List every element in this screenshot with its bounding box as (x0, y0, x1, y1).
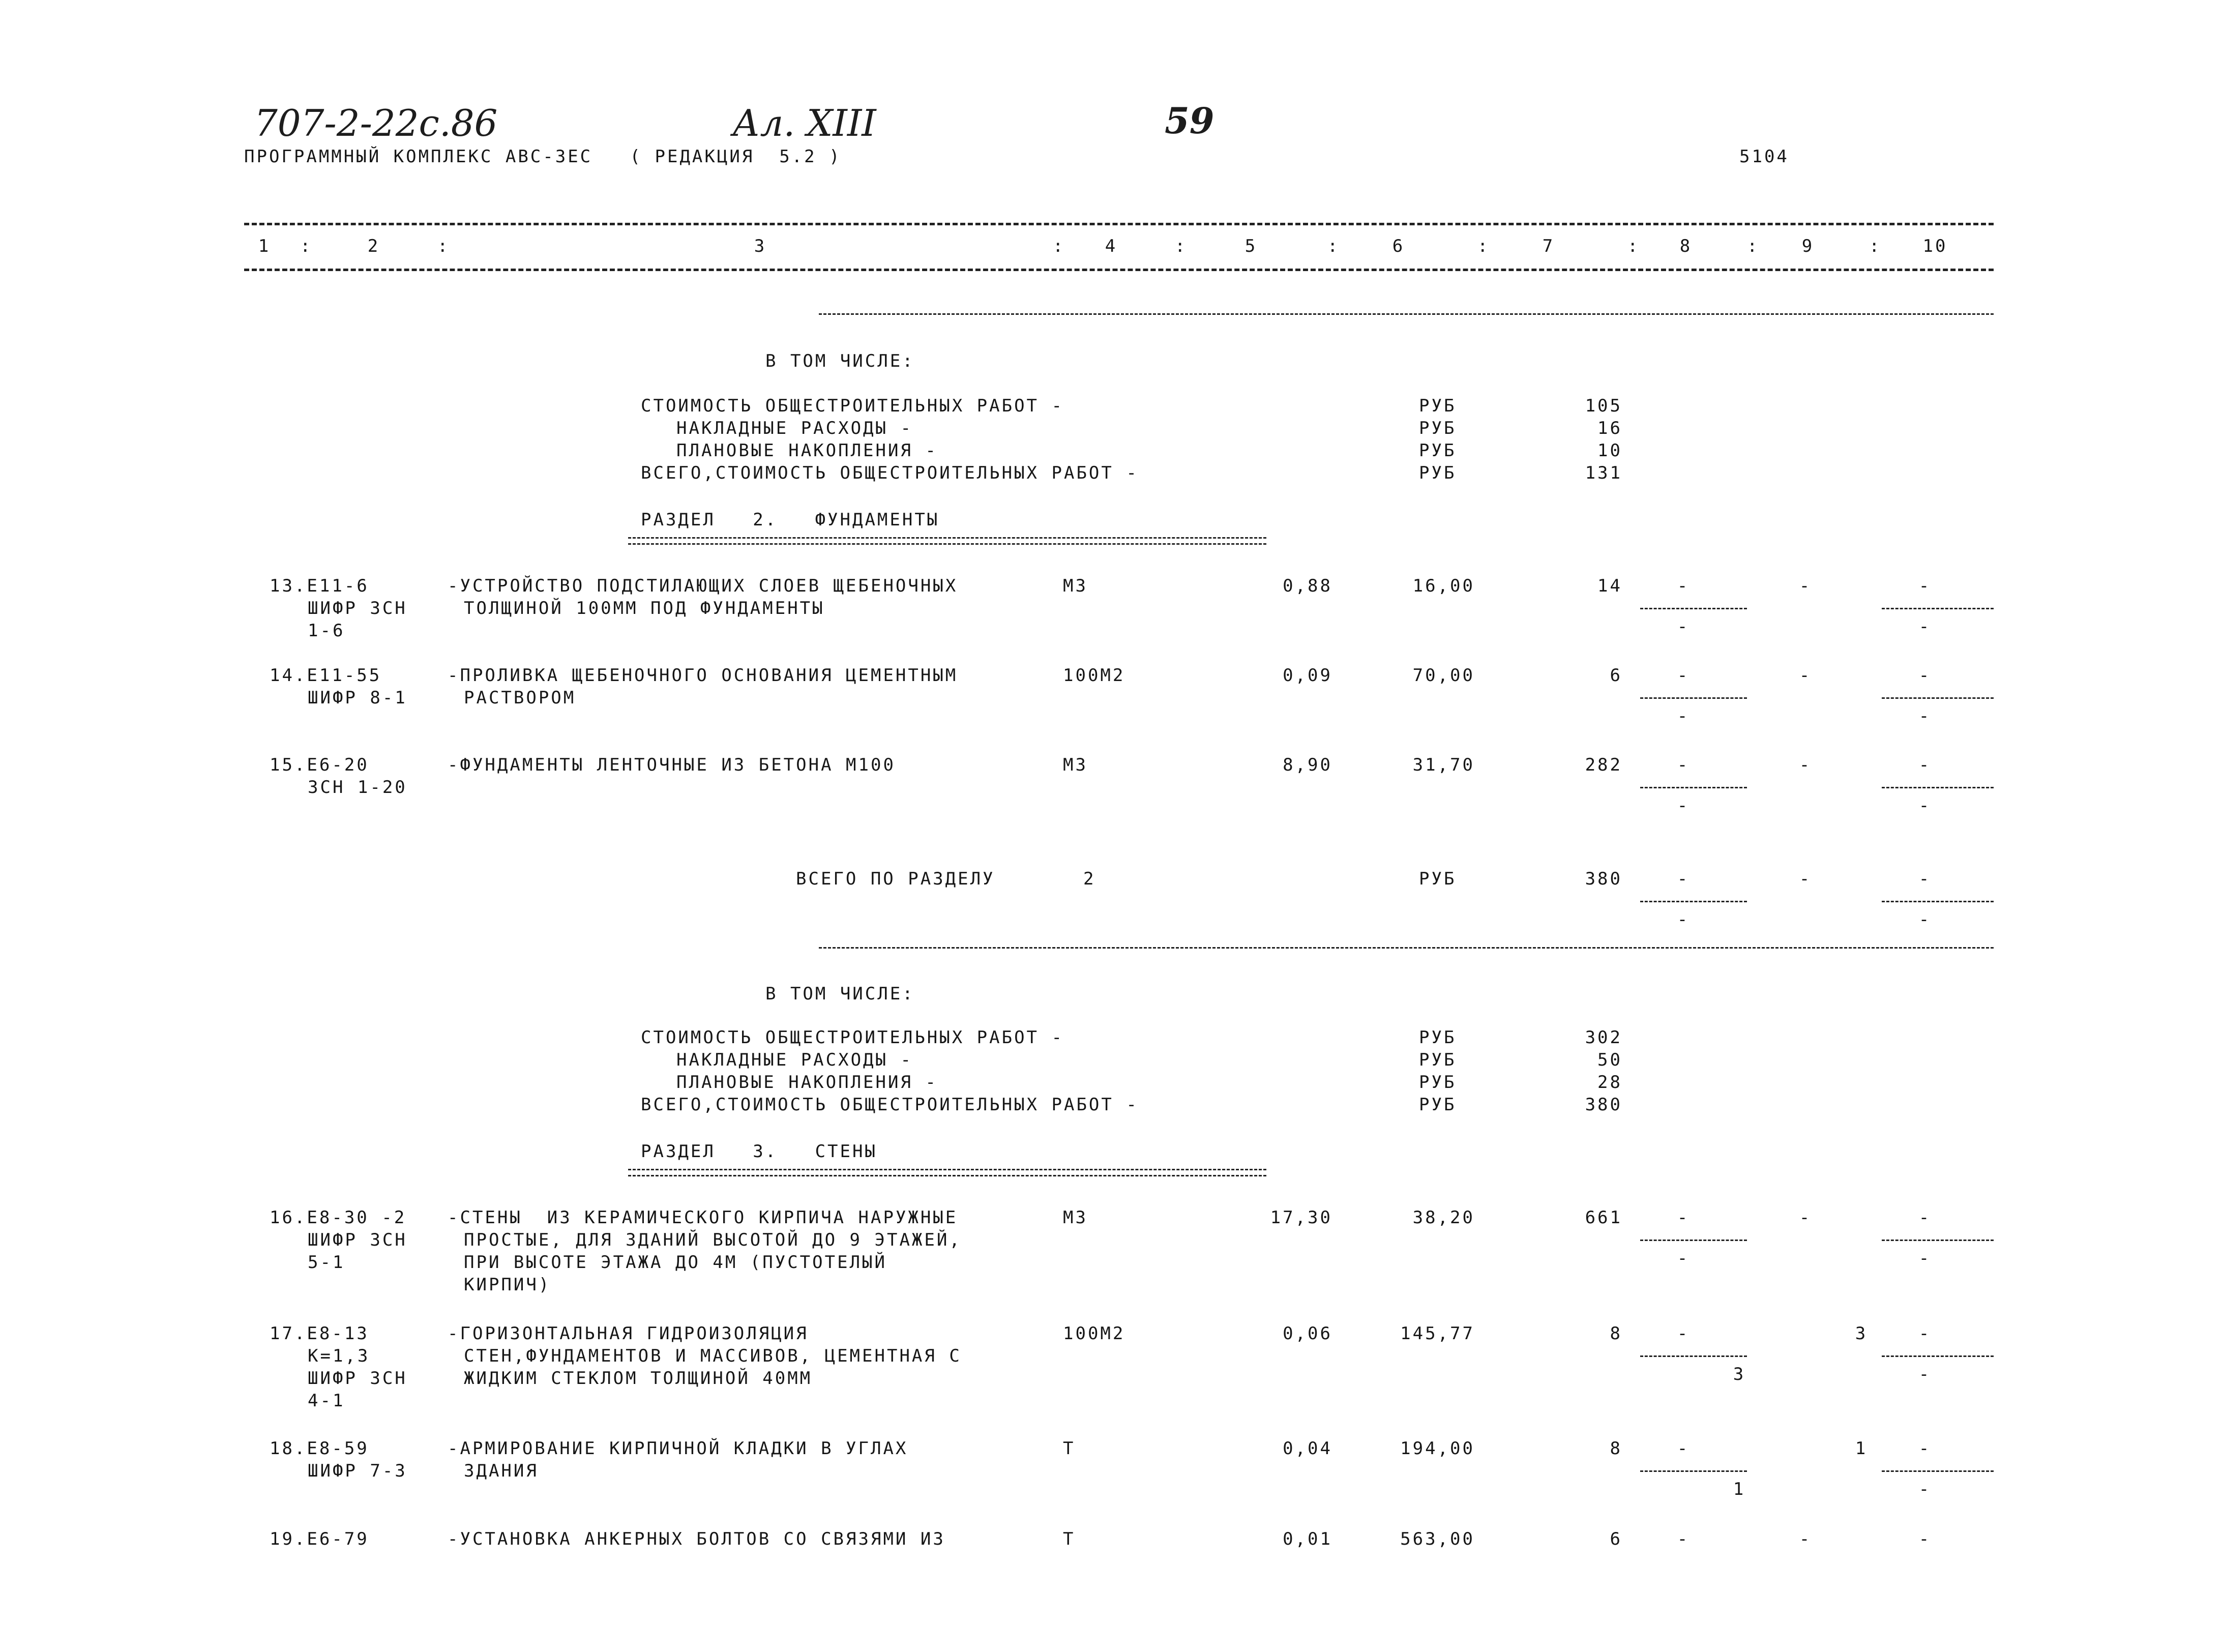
row-price: 145,77 (1400, 1323, 1475, 1344)
col-header-3: 3 (754, 236, 767, 256)
sub-rule (1882, 1240, 1994, 1241)
row-col10: - (1918, 576, 1932, 596)
summary-value: 302 (1585, 1027, 1622, 1048)
project-code: 707-2-22с.86 (254, 102, 498, 144)
col-sep: : (1747, 236, 1760, 256)
sub-rule (1882, 608, 1994, 609)
summary-line: НАКЛАДНЫЕ РАСХОДЫ - (676, 1050, 913, 1070)
row-col8: - (1677, 1438, 1690, 1459)
row-code: 1-6 (308, 621, 345, 641)
header-rule-bottom (244, 269, 1994, 271)
col-sep: : (1053, 236, 1065, 256)
row-unit: М3 (1063, 755, 1088, 775)
row-price: 31,70 (1412, 755, 1475, 775)
row-col8: - (1677, 1323, 1690, 1344)
row-code: 4-1 (308, 1391, 345, 1411)
summary-unit: РУБ (1419, 440, 1457, 461)
row-col8-sub: - (1677, 706, 1690, 726)
col-header-10: 10 (1922, 236, 1948, 256)
row-unit: М3 (1063, 576, 1088, 596)
row-col10-sub: - (1918, 1364, 1932, 1384)
section-total-unit: РУБ (1419, 869, 1457, 889)
row-col9: - (1799, 665, 1812, 686)
sub-rule (1882, 697, 1994, 699)
col-sep: : (300, 236, 313, 256)
row-qty: 0,04 (1283, 1438, 1332, 1459)
row-col10: - (1918, 1207, 1932, 1228)
row-unit: Т (1063, 1438, 1076, 1459)
row-unit: 100М2 (1063, 665, 1125, 686)
row-code: ШИФР ЗСН (308, 598, 407, 618)
section-underline (628, 1175, 1266, 1176)
row-code: 15.Е6-20 (270, 755, 369, 775)
row-description: ТОЛЩИНОЙ 100ММ ПОД ФУНДАМЕНТЫ (464, 598, 825, 618)
sub-rule (1640, 1470, 1747, 1472)
row-col8-sub: - (1677, 616, 1690, 637)
row-price: 38,20 (1412, 1207, 1475, 1228)
row-col8: - (1677, 576, 1690, 596)
sub-rule (1882, 901, 1994, 902)
row-col8-sub: 3 (1733, 1364, 1746, 1384)
col-sep: : (1869, 236, 1882, 256)
row-qty: 0,06 (1283, 1323, 1332, 1344)
summary-unit: РУБ (1419, 1050, 1457, 1070)
row-description: СТЕН,ФУНДАМЕНТОВ И МАССИВОВ, ЦЕМЕНТНАЯ С (464, 1346, 962, 1366)
row-price: 16,00 (1412, 576, 1475, 596)
row-description: РАСТВОРОМ (464, 688, 576, 708)
row-total: 6 (1610, 665, 1622, 686)
summary-unit: РУБ (1419, 1027, 1457, 1048)
sheet-label: Ал. XIII (732, 102, 876, 144)
row-col8-sub: - (1677, 909, 1690, 930)
summary-value: 380 (1585, 1095, 1622, 1115)
col-header-6: 6 (1392, 236, 1405, 256)
row-col8: - (1677, 665, 1690, 686)
row-code: ШИФР 8-1 (308, 688, 407, 708)
row-description: -АРМИРОВАНИЕ КИРПИЧНОЙ КЛАДКИ В УГЛАХ (448, 1438, 908, 1459)
row-unit: М3 (1063, 1207, 1088, 1228)
row-col8: - (1677, 1529, 1690, 1549)
section-underline (628, 543, 1266, 545)
row-code: 16.Е8-30 -2 (270, 1207, 407, 1228)
row-description: ЗДАНИЯ (464, 1461, 539, 1481)
summary-line: НАКЛАДНЫЕ РАСХОДЫ - (676, 418, 913, 438)
section-total-number: 2 (1083, 869, 1096, 889)
row-description: -ГОРИЗОНТАЛЬНАЯ ГИДРОИЗОЛЯЦИЯ (448, 1323, 809, 1344)
row-total: 6 (1610, 1529, 1622, 1549)
row-total: 8 (1610, 1438, 1622, 1459)
header-rule-top (244, 223, 1994, 225)
col-sep: : (1175, 236, 1188, 256)
col-header-2: 2 (367, 236, 380, 256)
summary-heading: В ТОМ ЧИСЛЕ: (765, 984, 915, 1004)
row-description: ПРОСТЫЕ, ДЛЯ ЗДАНИЙ ВЫСОТОЙ ДО 9 ЭТАЖЕЙ, (464, 1230, 962, 1250)
row-col8-sub: - (1677, 795, 1690, 816)
row-col8: - (1677, 1207, 1690, 1228)
summary-unit: РУБ (1419, 463, 1457, 483)
sub-rule (1882, 1470, 1994, 1472)
row-col10-sub: - (1918, 616, 1932, 637)
row-price: 70,00 (1412, 665, 1475, 686)
row-col10: - (1918, 869, 1932, 889)
page-number: 59 (1165, 100, 1214, 142)
row-col9: - (1799, 576, 1812, 596)
summary-value: 131 (1585, 463, 1622, 483)
summary-value: 28 (1597, 1072, 1622, 1093)
row-col10-sub: - (1918, 1479, 1932, 1499)
col-header-1: 1 (258, 236, 271, 256)
summary-unit: РУБ (1419, 396, 1457, 416)
col-header-7: 7 (1542, 236, 1555, 256)
section-underline (628, 1169, 1266, 1170)
row-col9: - (1799, 1529, 1812, 1549)
row-col9: - (1799, 755, 1812, 775)
row-col10: - (1918, 665, 1932, 686)
summary-line: СТОИМОСТЬ ОБЩЕСТРОИТЕЛЬНЫХ РАБОТ - (641, 396, 1064, 416)
section-total-label: ВСЕГО ПО РАЗДЕЛУ (796, 869, 995, 889)
col-sep: : (437, 236, 450, 256)
col-header-5: 5 (1244, 236, 1258, 256)
doc-number: 5104 (1739, 146, 1789, 167)
summary-line: ПЛАНОВЫЕ НАКОПЛЕНИЯ - (676, 1072, 938, 1093)
summary-value: 16 (1597, 418, 1622, 438)
summary-unit: РУБ (1419, 418, 1457, 438)
row-qty: 8,90 (1283, 755, 1332, 775)
row-col8: - (1677, 869, 1690, 889)
section-total-value: 380 (1585, 869, 1622, 889)
row-col8-sub: - (1677, 1248, 1690, 1268)
row-total: 661 (1585, 1207, 1622, 1228)
row-description: КИРПИЧ) (464, 1275, 551, 1295)
col-sep: : (1627, 236, 1640, 256)
col-header-8: 8 (1679, 236, 1693, 256)
row-col9: - (1799, 1207, 1812, 1228)
row-col9: 3 (1855, 1323, 1868, 1344)
row-description: ПРИ ВЫСОТЕ ЭТАЖА ДО 4М (ПУСТОТЕЛЫЙ (464, 1252, 887, 1273)
row-code: К=1,3 (308, 1346, 370, 1366)
sub-rule (1640, 1355, 1747, 1357)
section-heading: РАЗДЕЛ 3. СТЕНЫ (641, 1141, 877, 1162)
sub-rule (1640, 787, 1747, 788)
row-col10-sub: - (1918, 1248, 1932, 1268)
summary-line: ВСЕГО,СТОИМОСТЬ ОБЩЕСТРОИТЕЛЬНЫХ РАБОТ - (641, 1095, 1139, 1115)
row-col8: - (1677, 755, 1690, 775)
summary-line: ВСЕГО,СТОИМОСТЬ ОБЩЕСТРОИТЕЛЬНЫХ РАБОТ - (641, 463, 1139, 483)
sub-rule (1882, 787, 1994, 788)
row-col10-sub: - (1918, 795, 1932, 816)
row-code: 19.Е6-79 (270, 1529, 369, 1549)
row-qty: 0,01 (1283, 1529, 1332, 1549)
row-code: 18.Е8-59 (270, 1438, 369, 1459)
summary-line: СТОИМОСТЬ ОБЩЕСТРОИТЕЛЬНЫХ РАБОТ - (641, 1027, 1064, 1048)
row-col9: 1 (1855, 1438, 1868, 1459)
col-sep: : (1327, 236, 1340, 256)
sub-rule (1640, 1240, 1747, 1241)
summary-unit: РУБ (1419, 1072, 1457, 1093)
section-heading: РАЗДЕЛ 2. ФУНДАМЕНТЫ (641, 510, 940, 530)
row-qty: 0,09 (1283, 665, 1332, 686)
row-description: -ФУНДАМЕНТЫ ЛЕНТОЧНЫЕ ИЗ БЕТОНА М100 (448, 755, 896, 775)
row-code: ШИФР 7-3 (308, 1461, 407, 1481)
summary-value: 50 (1597, 1050, 1622, 1070)
row-code: ШИФР ЗСН (308, 1230, 407, 1250)
col-header-4: 4 (1105, 236, 1118, 256)
row-code: 13.Е11-6 (270, 576, 369, 596)
row-price: 194,00 (1400, 1438, 1475, 1459)
row-description: -СТЕНЫ ИЗ КЕРАМИЧЕСКОГО КИРПИЧА НАРУЖНЫЕ (448, 1207, 958, 1228)
summary-rule (819, 313, 1994, 315)
sub-rule (1882, 1355, 1994, 1357)
row-total: 14 (1597, 576, 1622, 596)
summary-unit: РУБ (1419, 1095, 1457, 1115)
row-description: -УСТАНОВКА АНКЕРНЫХ БОЛТОВ СО СВЯЗЯМИ ИЗ (448, 1529, 945, 1549)
col-sep: : (1477, 236, 1490, 256)
row-col10-sub: - (1918, 909, 1932, 930)
sub-rule (1640, 901, 1747, 902)
sub-rule (1640, 697, 1747, 699)
row-code: ШИФР ЗСН (308, 1368, 407, 1389)
row-code: ЗСН 1-20 (308, 777, 407, 798)
summary-rule (819, 947, 1994, 949)
row-col10: - (1918, 1323, 1932, 1344)
row-qty: 17,30 (1270, 1207, 1332, 1228)
row-col10: - (1918, 755, 1932, 775)
row-col10: - (1918, 1529, 1932, 1549)
row-unit: 100М2 (1063, 1323, 1125, 1344)
row-description: ЖИДКИМ СТЕКЛОМ ТОЛЩИНОЙ 40ММ (464, 1368, 813, 1389)
row-total: 282 (1585, 755, 1622, 775)
row-price: 563,00 (1400, 1529, 1475, 1549)
row-description: -УСТРОЙСТВО ПОДСТИЛАЮЩИХ СЛОЕВ ЩЕБЕНОЧНЫХ (448, 576, 958, 596)
program-title: ПРОГРАММНЫЙ КОМПЛЕКС АВС-3ЕС ( РЕДАКЦИЯ 5.2 ) (244, 146, 842, 167)
row-qty: 0,88 (1283, 576, 1332, 596)
sub-rule (1640, 608, 1747, 609)
row-total: 8 (1610, 1323, 1622, 1344)
row-col10-sub: - (1918, 706, 1932, 726)
row-col8-sub: 1 (1733, 1479, 1746, 1499)
row-description: -ПРОЛИВКА ЩЕБЕНОЧНОГО ОСНОВАНИЯ ЦЕМЕНТНЫМ (448, 665, 958, 686)
summary-value: 10 (1597, 440, 1622, 461)
section-underline (628, 537, 1266, 539)
row-col10: - (1918, 1438, 1932, 1459)
row-unit: Т (1063, 1529, 1076, 1549)
summary-value: 105 (1585, 396, 1622, 416)
col-header-9: 9 (1801, 236, 1815, 256)
summary-line: ПЛАНОВЫЕ НАКОПЛЕНИЯ - (676, 440, 938, 461)
row-col9: - (1799, 869, 1812, 889)
row-code: 5-1 (308, 1252, 345, 1273)
row-code: 17.Е8-13 (270, 1323, 369, 1344)
summary-heading: В ТОМ ЧИСЛЕ: (765, 351, 915, 371)
row-code: 14.Е11-55 (270, 665, 382, 686)
